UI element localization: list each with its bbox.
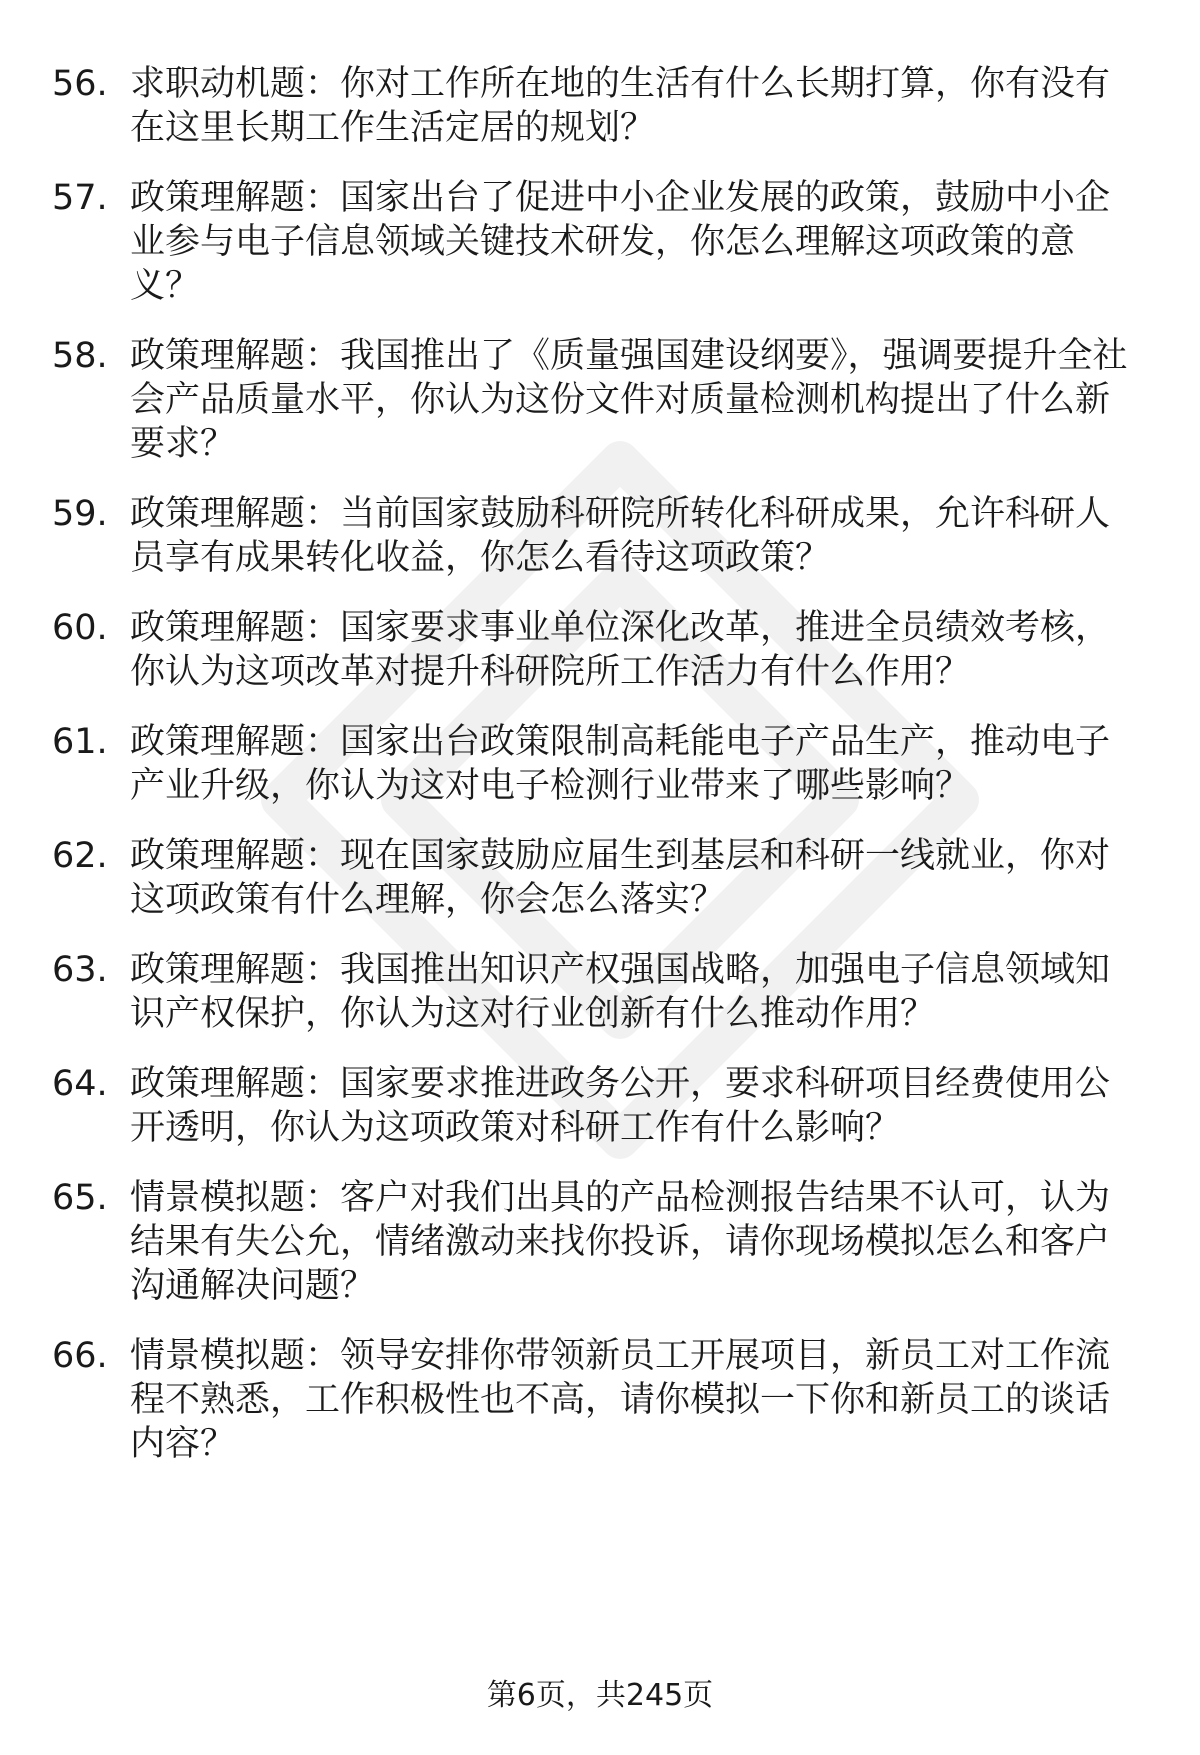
question-text: 政策理解题：我国推出了《质量强国建设纲要》，强调要提升全社会产品质量水平，你认为这份文件对质量检测机构提出了什么新要求？ <box>130 336 1128 464</box>
question-text: 政策理解题：现在国家鼓励应届生到基层和科研一线就业，你对这项政策有什么理解，你会怎么落实？ <box>130 836 1111 920</box>
question-number: 61. <box>52 722 108 762</box>
question-number: 56. <box>52 64 108 104</box>
question-number: 65. <box>52 1178 108 1218</box>
question-number: 59. <box>52 494 108 534</box>
question-text: 政策理解题：国家出台了促进中小企业发展的政策，鼓励中小企业参与电子信息领域关键技术研发，你怎么理解这项政策的意义？ <box>130 178 1111 306</box>
question-item <box>52 1062 1142 1150</box>
page-number-footer: 第6页，共245页 <box>486 1678 714 1713</box>
question-number: 66. <box>52 1336 108 1376</box>
question-text: 情景模拟题：领导安排你带领新员工开展项目，新员工对工作流程不熟悉，工作积极性也不高，请你模拟一下你和新员工的谈话内容？ <box>130 1336 1111 1464</box>
question-text: 求职动机题：你对工作所在地的生活有什么长期打算，你有没有在这里长期工作生活定居的规划？ <box>130 64 1111 148</box>
question-text: 政策理解题：国家要求推进政务公开，要求科研项目经费使用公开透明，你认为这项政策对科研工作有什么影响？ <box>130 1064 1111 1148</box>
question-item <box>52 948 1142 1036</box>
question-number: 60. <box>52 608 108 648</box>
question-item <box>52 62 1142 150</box>
question-number: 58. <box>52 336 108 376</box>
question-item <box>52 1176 1142 1308</box>
question-item <box>52 334 1142 466</box>
question-text: 情景模拟题：客户对我们出具的产品检测报告结果不认可，认为结果有失公允，情绪激动来找你投诉，请你现场模拟怎么和客户沟通解决问题？ <box>130 1178 1111 1306</box>
question-number: 64. <box>52 1064 108 1104</box>
question-text: 政策理解题：国家要求事业单位深化改革，推进全员绩效考核，你认为这项改革对提升科研院所工作活力有什么作用？ <box>130 608 1111 692</box>
question-item <box>52 1334 1142 1466</box>
question-number: 62. <box>52 836 108 876</box>
question-item <box>52 606 1142 694</box>
question-text: 政策理解题：国家出台政策限制高耗能电子产品生产，推动电子产业升级，你认为这对电子检测行业带来了哪些影响？ <box>130 722 1111 806</box>
question-list <box>52 62 1142 1492</box>
question-number: 57. <box>52 178 108 218</box>
question-item <box>52 720 1142 808</box>
question-item <box>52 176 1142 308</box>
question-text: 政策理解题：当前国家鼓励科研院所转化科研成果，允许科研人员享有成果转化收益，你怎么看待这项政策？ <box>130 494 1111 578</box>
question-text: 政策理解题：我国推出知识产权强国战略，加强电子信息领域知识产权保护，你认为这对行业创新有什么推动作用？ <box>130 950 1111 1034</box>
question-number: 63. <box>52 950 108 990</box>
question-item <box>52 834 1142 922</box>
question-item <box>52 492 1142 580</box>
